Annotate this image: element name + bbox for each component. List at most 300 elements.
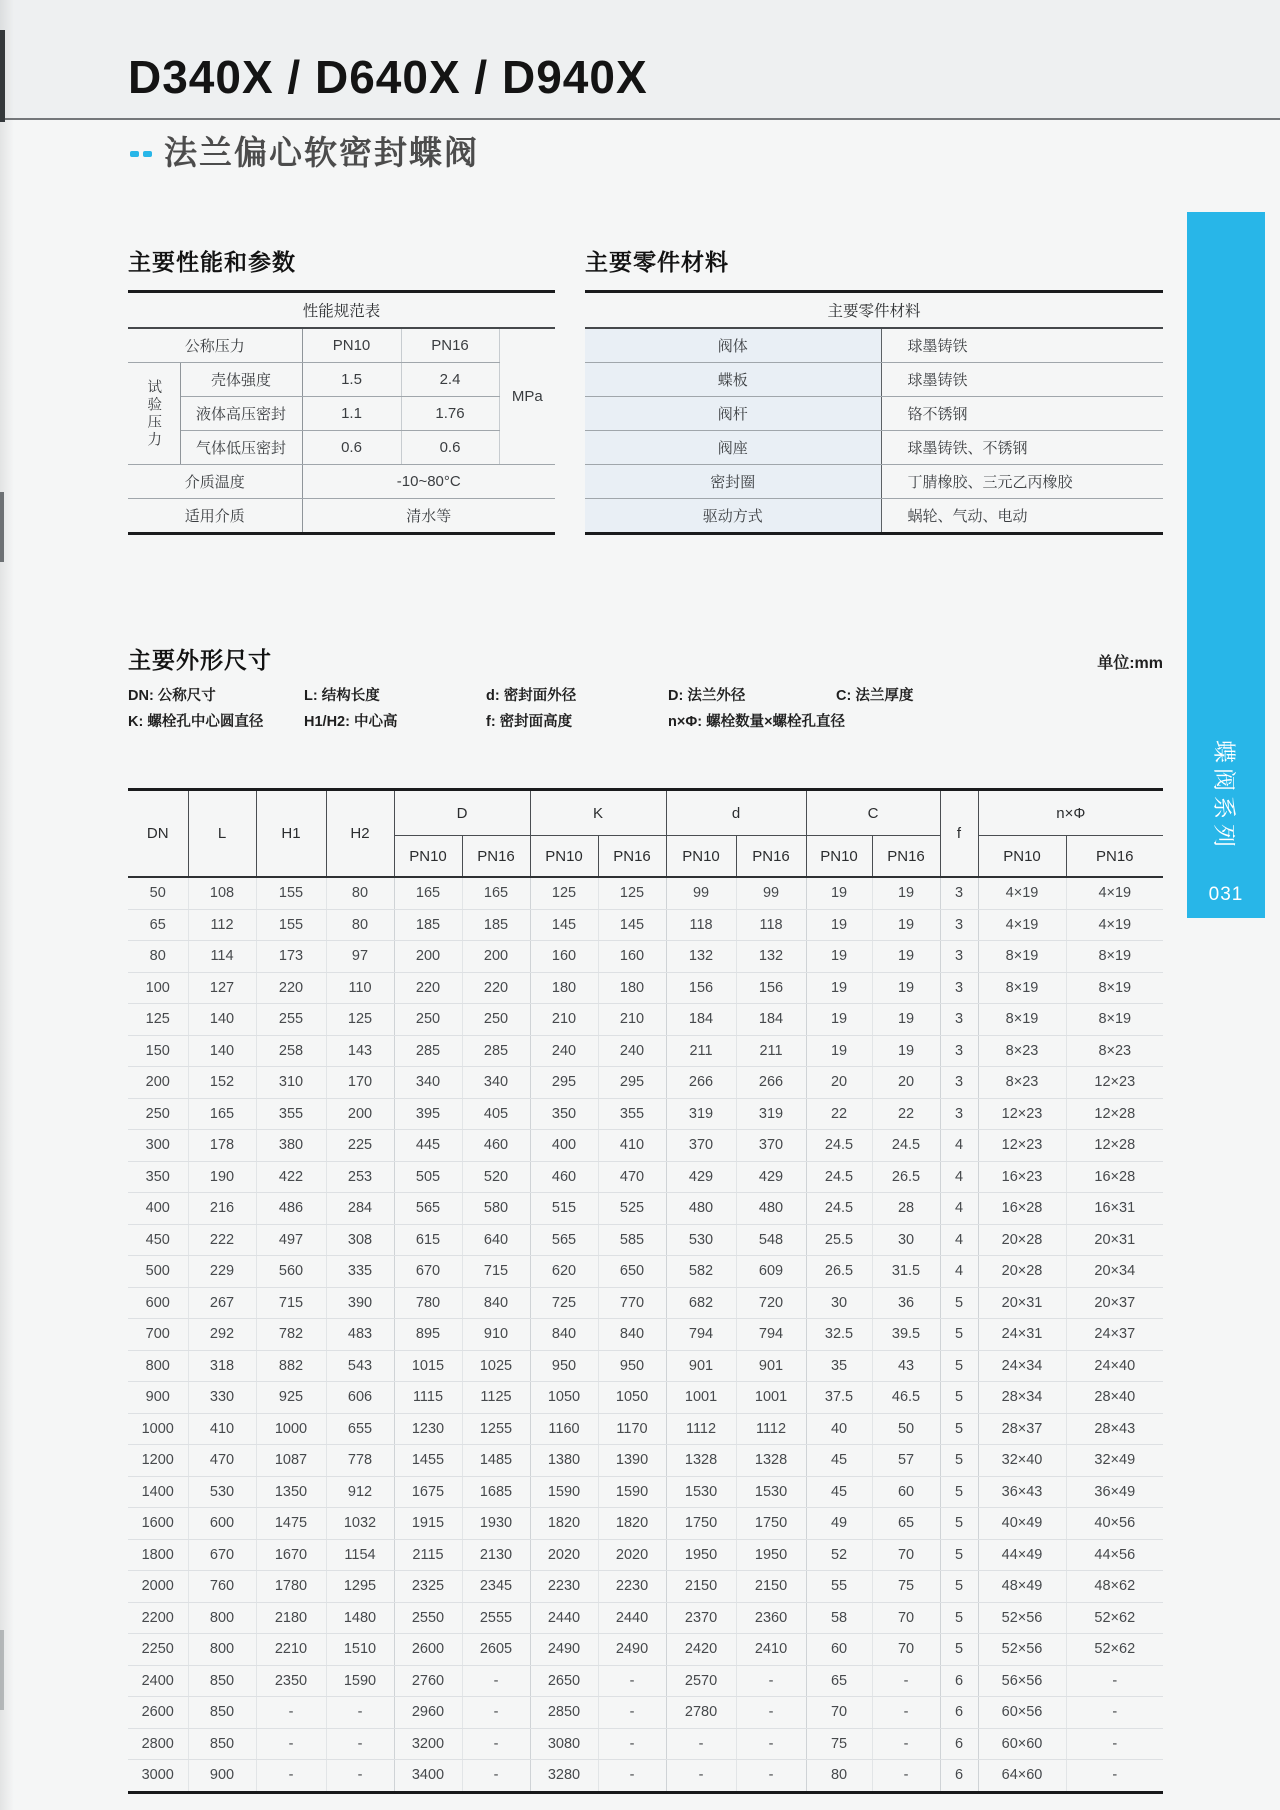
legend-item: H1/H2: 中心高	[304, 714, 398, 730]
dims-row	[128, 1413, 1163, 1445]
dims-cell: 165	[394, 877, 462, 909]
dims-cell: 2650	[530, 1665, 598, 1697]
dims-cell: -	[462, 1760, 530, 1793]
dims-cell: 470	[188, 1445, 256, 1477]
part-name: 阀体	[585, 328, 881, 363]
dims-cell: 560	[256, 1256, 326, 1288]
dims-cell: 2020	[598, 1539, 666, 1571]
dims-cell: 4	[940, 1130, 978, 1162]
dims-cell: 2420	[666, 1634, 736, 1666]
dims-cell: 600	[188, 1508, 256, 1540]
dims-cell: 1050	[530, 1382, 598, 1414]
dims-cell: 12×28	[1066, 1130, 1163, 1162]
dims-cell: 222	[188, 1224, 256, 1256]
dims-cell: 895	[394, 1319, 462, 1351]
table-row	[585, 499, 1163, 534]
dims-cell: 19	[872, 909, 940, 941]
dims-cell: 682	[666, 1287, 736, 1319]
dims-cell: 565	[530, 1224, 598, 1256]
dims-cell: 19	[806, 1004, 872, 1036]
dims-cell: 3	[940, 1035, 978, 1067]
dims-cell: 19	[806, 877, 872, 909]
dims-cell: 24×34	[978, 1350, 1066, 1382]
dims-cell: 850	[188, 1697, 256, 1729]
dims-cell: 50	[872, 1413, 940, 1445]
dims-cell: 912	[326, 1476, 394, 1508]
dims-cell: 125	[128, 1004, 188, 1036]
dims-cell: 229	[188, 1256, 256, 1288]
dims-cell: 2760	[394, 1665, 462, 1697]
dims-cell: 8×19	[1066, 1004, 1163, 1036]
dims-cell: -	[1066, 1697, 1163, 1729]
materials-table-title-row	[585, 292, 1163, 329]
dims-cell: 2180	[256, 1602, 326, 1634]
subheader-pn16: PN16	[1066, 836, 1163, 878]
dims-cell: 3	[940, 941, 978, 973]
dims-cell: 20×31	[978, 1287, 1066, 1319]
dims-cell: 395	[394, 1098, 462, 1130]
row-label: 壳体强度	[180, 363, 302, 397]
dims-cell: 2850	[530, 1697, 598, 1729]
col-header-f: f	[940, 790, 978, 878]
dims-cell: 1032	[326, 1508, 394, 1540]
dims-cell: 253	[326, 1161, 394, 1193]
dims-cell: 114	[188, 941, 256, 973]
col-group-k: K	[530, 790, 666, 836]
dims-cell: 5	[940, 1634, 978, 1666]
dims-cell: 184	[666, 1004, 736, 1036]
dims-cell: 8×19	[978, 1004, 1066, 1036]
materials-table	[585, 290, 1163, 535]
dims-cell: 8×23	[978, 1035, 1066, 1067]
dims-row	[128, 1319, 1163, 1351]
dims-cell: 3	[940, 1067, 978, 1099]
dims-cell: 211	[736, 1035, 806, 1067]
dims-cell: 173	[256, 941, 326, 973]
dims-cell: 200	[462, 941, 530, 973]
dims-row	[128, 972, 1163, 1004]
dims-cell: 20×28	[978, 1224, 1066, 1256]
dims-cell: 1295	[326, 1571, 394, 1603]
dims-cell: 335	[326, 1256, 394, 1288]
dims-cell: 200	[128, 1067, 188, 1099]
dims-cell: 670	[188, 1539, 256, 1571]
dims-cell: 50	[128, 877, 188, 909]
dims-cell: 840	[598, 1319, 666, 1351]
dims-cell: 2555	[462, 1602, 530, 1634]
dims-cell: 548	[736, 1224, 806, 1256]
dims-cell: 520	[462, 1161, 530, 1193]
dims-row	[128, 1539, 1163, 1571]
dims-cell: 20	[806, 1067, 872, 1099]
dims-cell: 140	[188, 1004, 256, 1036]
dims-row	[128, 1697, 1163, 1729]
dims-cell: 200	[326, 1098, 394, 1130]
dims-cell: 4×19	[978, 877, 1066, 909]
dims-cell: 2600	[394, 1634, 462, 1666]
dims-cell: 20×31	[1066, 1224, 1163, 1256]
dims-cell: 850	[188, 1665, 256, 1697]
dims-cell: 1750	[666, 1508, 736, 1540]
dims-cell: 450	[128, 1224, 188, 1256]
dims-cell: 24×31	[978, 1319, 1066, 1351]
dims-cell: 19	[872, 1004, 940, 1036]
dims-cell: 145	[598, 909, 666, 941]
dims-cell: 720	[736, 1287, 806, 1319]
dims-cell: 1087	[256, 1445, 326, 1477]
dims-cell: 70	[872, 1634, 940, 1666]
dims-cell: 3	[940, 972, 978, 1004]
dims-cell: 422	[256, 1161, 326, 1193]
dims-cell: 5	[940, 1287, 978, 1319]
dims-cell: 24×40	[1066, 1350, 1163, 1382]
dims-cell: 330	[188, 1382, 256, 1414]
dims-cell: 60	[872, 1476, 940, 1508]
part-name: 密封圈	[585, 465, 881, 499]
dims-cell: 950	[530, 1350, 598, 1382]
legend-item: K: 螺栓孔中心圆直径	[128, 714, 264, 730]
dims-cell: 1530	[666, 1476, 736, 1508]
dims-cell: 16×28	[1066, 1161, 1163, 1193]
dims-cell: 132	[736, 941, 806, 973]
dims-row	[128, 1382, 1163, 1414]
test-pressure-label: 试验压力	[128, 363, 180, 465]
dims-cell: 4×19	[1066, 909, 1163, 941]
dims-cell: 901	[666, 1350, 736, 1382]
dims-cell: 2150	[666, 1571, 736, 1603]
dims-cell: -	[598, 1697, 666, 1729]
dims-row	[128, 1571, 1163, 1603]
dims-cell: 19	[872, 877, 940, 909]
dims-cell: 210	[598, 1004, 666, 1036]
dims-cell: 3080	[530, 1728, 598, 1760]
dims-cell: 794	[736, 1319, 806, 1351]
dims-cell: 515	[530, 1193, 598, 1225]
dims-cell: 525	[598, 1193, 666, 1225]
dims-cell: 505	[394, 1161, 462, 1193]
dims-cell: -	[736, 1697, 806, 1729]
dims-cell: 211	[666, 1035, 736, 1067]
dims-cell: 655	[326, 1413, 394, 1445]
dims-cell: 65	[128, 909, 188, 941]
dims-cell: 125	[326, 1004, 394, 1036]
dims-cell: 1125	[462, 1382, 530, 1414]
dims-cell: 20×34	[1066, 1256, 1163, 1288]
dims-cell: 143	[326, 1035, 394, 1067]
subheader-pn16: PN16	[736, 836, 806, 878]
dims-cell: 700	[128, 1319, 188, 1351]
dims-cell: 26.5	[806, 1256, 872, 1288]
dims-cell: 30	[872, 1224, 940, 1256]
dims-cell: 1000	[256, 1413, 326, 1445]
dims-cell: 64×60	[978, 1760, 1066, 1793]
dims-cell: 1480	[326, 1602, 394, 1634]
dims-cell: 410	[188, 1413, 256, 1445]
dims-cell: 3	[940, 1004, 978, 1036]
dims-cell: 429	[666, 1161, 736, 1193]
dims-cell: 1590	[326, 1665, 394, 1697]
dims-cell: -	[256, 1697, 326, 1729]
dims-cell: 2150	[736, 1571, 806, 1603]
dims-cell: 24.5	[806, 1161, 872, 1193]
col-header-h2: H2	[326, 790, 394, 878]
scan-edge-mark	[0, 492, 4, 562]
subheader-pn16: PN16	[598, 836, 666, 878]
scan-edge-mark	[0, 30, 5, 122]
dims-cell: 28×43	[1066, 1413, 1163, 1445]
dims-cell: 44×56	[1066, 1539, 1163, 1571]
dims-cell: 80	[128, 941, 188, 973]
dims-cell: 110	[326, 972, 394, 1004]
dims-row	[128, 1508, 1163, 1540]
dims-cell: 240	[530, 1035, 598, 1067]
dims-cell: 145	[530, 909, 598, 941]
dims-cell: 200	[394, 941, 462, 973]
side-tab-label: 蝶阀系列	[1211, 740, 1238, 852]
dims-cell: 2350	[256, 1665, 326, 1697]
row-pn16-value: 1.76	[401, 397, 499, 431]
dims-cell: 2550	[394, 1602, 462, 1634]
legend-item: n×Φ: 螺栓数量×螺栓孔直径	[668, 714, 846, 730]
dims-cell: 8×23	[978, 1067, 1066, 1099]
part-name: 阀杆	[585, 397, 881, 431]
dims-row	[128, 1161, 1163, 1193]
dims-cell: 615	[394, 1224, 462, 1256]
row-pn10-value: 1.5	[302, 363, 401, 397]
dims-row	[128, 1193, 1163, 1225]
dims-cell: 32.5	[806, 1319, 872, 1351]
dims-cell: 910	[462, 1319, 530, 1351]
dims-cell: 32×40	[978, 1445, 1066, 1477]
dims-cell: 1390	[598, 1445, 666, 1477]
dims-row	[128, 877, 1163, 909]
dims-cell: 16×31	[1066, 1193, 1163, 1225]
dims-cell: 2490	[598, 1634, 666, 1666]
dims-cell: 1001	[736, 1382, 806, 1414]
subheader-pn10: PN10	[806, 836, 872, 878]
dims-cell: 160	[598, 941, 666, 973]
dims-cell: 650	[598, 1256, 666, 1288]
dims-cell: 19	[806, 941, 872, 973]
dims-cell: 340	[394, 1067, 462, 1099]
col-header-l: L	[188, 790, 256, 878]
dims-cell: 3400	[394, 1760, 462, 1793]
dims-cell: 1380	[530, 1445, 598, 1477]
dims-cell: 250	[128, 1098, 188, 1130]
dims-cell: 405	[462, 1098, 530, 1130]
dims-cell: 1000	[128, 1413, 188, 1445]
dims-cell: 3	[940, 909, 978, 941]
dims-cell: 1255	[462, 1413, 530, 1445]
performance-table	[128, 290, 555, 535]
series-side-tab	[1187, 212, 1265, 918]
dims-cell: 390	[326, 1287, 394, 1319]
dims-cell: 300	[128, 1130, 188, 1162]
table-row	[585, 328, 1163, 363]
dims-cell: 1328	[666, 1445, 736, 1477]
dims-cell: 1001	[666, 1382, 736, 1414]
dims-cell: 285	[394, 1035, 462, 1067]
dims-cell: 1455	[394, 1445, 462, 1477]
row-pn10-value: 0.6	[302, 431, 401, 465]
bullet-dot-icon	[143, 151, 152, 157]
dims-cell: 12×23	[978, 1098, 1066, 1130]
dims-cell: 1820	[530, 1508, 598, 1540]
dims-cell: 1800	[128, 1539, 188, 1571]
dims-cell: 1485	[462, 1445, 530, 1477]
dims-cell: 400	[128, 1193, 188, 1225]
legend-item: D: 法兰外径	[668, 688, 746, 704]
dims-cell: 19	[806, 972, 872, 1004]
dims-cell: 185	[462, 909, 530, 941]
dims-cell: 882	[256, 1350, 326, 1382]
dims-cell: 2780	[666, 1697, 736, 1729]
dims-cell: 36×43	[978, 1476, 1066, 1508]
dims-cell: 6	[940, 1728, 978, 1760]
dims-cell: 150	[128, 1035, 188, 1067]
dims-cell: 55	[806, 1571, 872, 1603]
dims-cell: 19	[872, 1035, 940, 1067]
dims-cell: 99	[666, 877, 736, 909]
dims-cell: 2490	[530, 1634, 598, 1666]
dims-cell: 380	[256, 1130, 326, 1162]
dims-row	[128, 1445, 1163, 1477]
col-header-dn: DN	[128, 790, 188, 878]
dims-cell: -	[598, 1665, 666, 1697]
dims-cell: 75	[806, 1728, 872, 1760]
dims-cell: 486	[256, 1193, 326, 1225]
dims-cell: 800	[128, 1350, 188, 1382]
dims-cell: 185	[394, 909, 462, 941]
col-group-nphi: n×Φ	[978, 790, 1163, 836]
dims-cell: -	[872, 1728, 940, 1760]
part-material: 丁腈橡胶、三元乙丙橡胶	[881, 465, 1163, 499]
dims-cell: 950	[598, 1350, 666, 1382]
dims-cell: 310	[256, 1067, 326, 1099]
dims-cell: 1950	[736, 1539, 806, 1571]
table-row	[128, 465, 555, 499]
dims-cell: 250	[394, 1004, 462, 1036]
dims-cell: 36	[872, 1287, 940, 1319]
dims-row	[128, 1350, 1163, 1382]
dims-cell: 497	[256, 1224, 326, 1256]
dims-cell: 60	[806, 1634, 872, 1666]
dims-cell: 1590	[598, 1476, 666, 1508]
dims-header-row	[128, 790, 1163, 836]
part-material: 球墨铸铁	[881, 328, 1163, 363]
dims-cell: 500	[128, 1256, 188, 1288]
section-title-dimensions: 主要外形尺寸	[128, 647, 272, 673]
dims-cell: 70	[872, 1602, 940, 1634]
dims-cell: -	[256, 1728, 326, 1760]
subheader-pn10: PN10	[978, 836, 1066, 878]
dims-cell: 28	[872, 1193, 940, 1225]
dims-cell: 24.5	[806, 1130, 872, 1162]
dims-cell: 49	[806, 1508, 872, 1540]
dims-cell: 2600	[128, 1697, 188, 1729]
dims-cell: 319	[666, 1098, 736, 1130]
dims-cell: 715	[256, 1287, 326, 1319]
dims-cell: 8×19	[1066, 941, 1163, 973]
dims-cell: 400	[530, 1130, 598, 1162]
dims-cell: -	[1066, 1665, 1163, 1697]
dims-cell: 1025	[462, 1350, 530, 1382]
col-header-h1: H1	[256, 790, 326, 878]
dims-cell: 48×49	[978, 1571, 1066, 1603]
dims-cell: 1915	[394, 1508, 462, 1540]
dims-cell: 60×56	[978, 1697, 1066, 1729]
dims-cell: 220	[462, 972, 530, 1004]
pn10-header: PN10	[302, 328, 401, 363]
dims-cell: 99	[736, 877, 806, 909]
dims-cell: 5	[940, 1350, 978, 1382]
dims-cell: 52×62	[1066, 1602, 1163, 1634]
dims-row	[128, 1035, 1163, 1067]
dims-cell: 40×49	[978, 1508, 1066, 1540]
section-title-materials: 主要零件材料	[585, 249, 729, 275]
dims-cell: 25.5	[806, 1224, 872, 1256]
dims-cell: 1400	[128, 1476, 188, 1508]
table-row	[585, 397, 1163, 431]
dims-cell: -	[326, 1760, 394, 1793]
dims-cell: 24.5	[872, 1130, 940, 1162]
dims-cell: 170	[326, 1067, 394, 1099]
dims-cell: 445	[394, 1130, 462, 1162]
dims-cell: -	[872, 1665, 940, 1697]
dims-cell: 2570	[666, 1665, 736, 1697]
dims-cell: 45	[806, 1476, 872, 1508]
dims-cell: 670	[394, 1256, 462, 1288]
dims-cell: 2230	[530, 1571, 598, 1603]
dims-cell: 57	[872, 1445, 940, 1477]
dims-row	[128, 1476, 1163, 1508]
dims-cell: 22	[806, 1098, 872, 1130]
dims-cell: 118	[666, 909, 736, 941]
medium-temp-label: 介质温度	[128, 465, 302, 499]
dims-cell: 780	[394, 1287, 462, 1319]
dims-cell: 770	[598, 1287, 666, 1319]
dims-cell: 165	[188, 1098, 256, 1130]
dims-cell: 900	[188, 1760, 256, 1793]
dims-cell: 8×23	[1066, 1035, 1163, 1067]
dims-cell: 5	[940, 1539, 978, 1571]
dims-row	[128, 1287, 1163, 1319]
dims-cell: 609	[736, 1256, 806, 1288]
table-row	[128, 397, 555, 431]
dims-cell: 20×37	[1066, 1287, 1163, 1319]
dims-cell: 292	[188, 1319, 256, 1351]
dims-cell: 284	[326, 1193, 394, 1225]
dims-cell: 285	[462, 1035, 530, 1067]
dims-cell: 3	[940, 1098, 978, 1130]
dims-cell: 70	[872, 1539, 940, 1571]
dims-cell: 429	[736, 1161, 806, 1193]
dims-cell: 715	[462, 1256, 530, 1288]
dims-cell: 585	[598, 1224, 666, 1256]
dims-cell: 1600	[128, 1508, 188, 1540]
row-label: 液体高压密封	[180, 397, 302, 431]
dims-cell: 1930	[462, 1508, 530, 1540]
dims-cell: 6	[940, 1697, 978, 1729]
dims-cell: 925	[256, 1382, 326, 1414]
dims-cell: -	[326, 1728, 394, 1760]
dims-cell: 132	[666, 941, 736, 973]
dims-cell: -	[598, 1728, 666, 1760]
dims-cell: 32×49	[1066, 1445, 1163, 1477]
dims-cell: 184	[736, 1004, 806, 1036]
dims-cell: 125	[598, 877, 666, 909]
dims-cell: 6	[940, 1665, 978, 1697]
